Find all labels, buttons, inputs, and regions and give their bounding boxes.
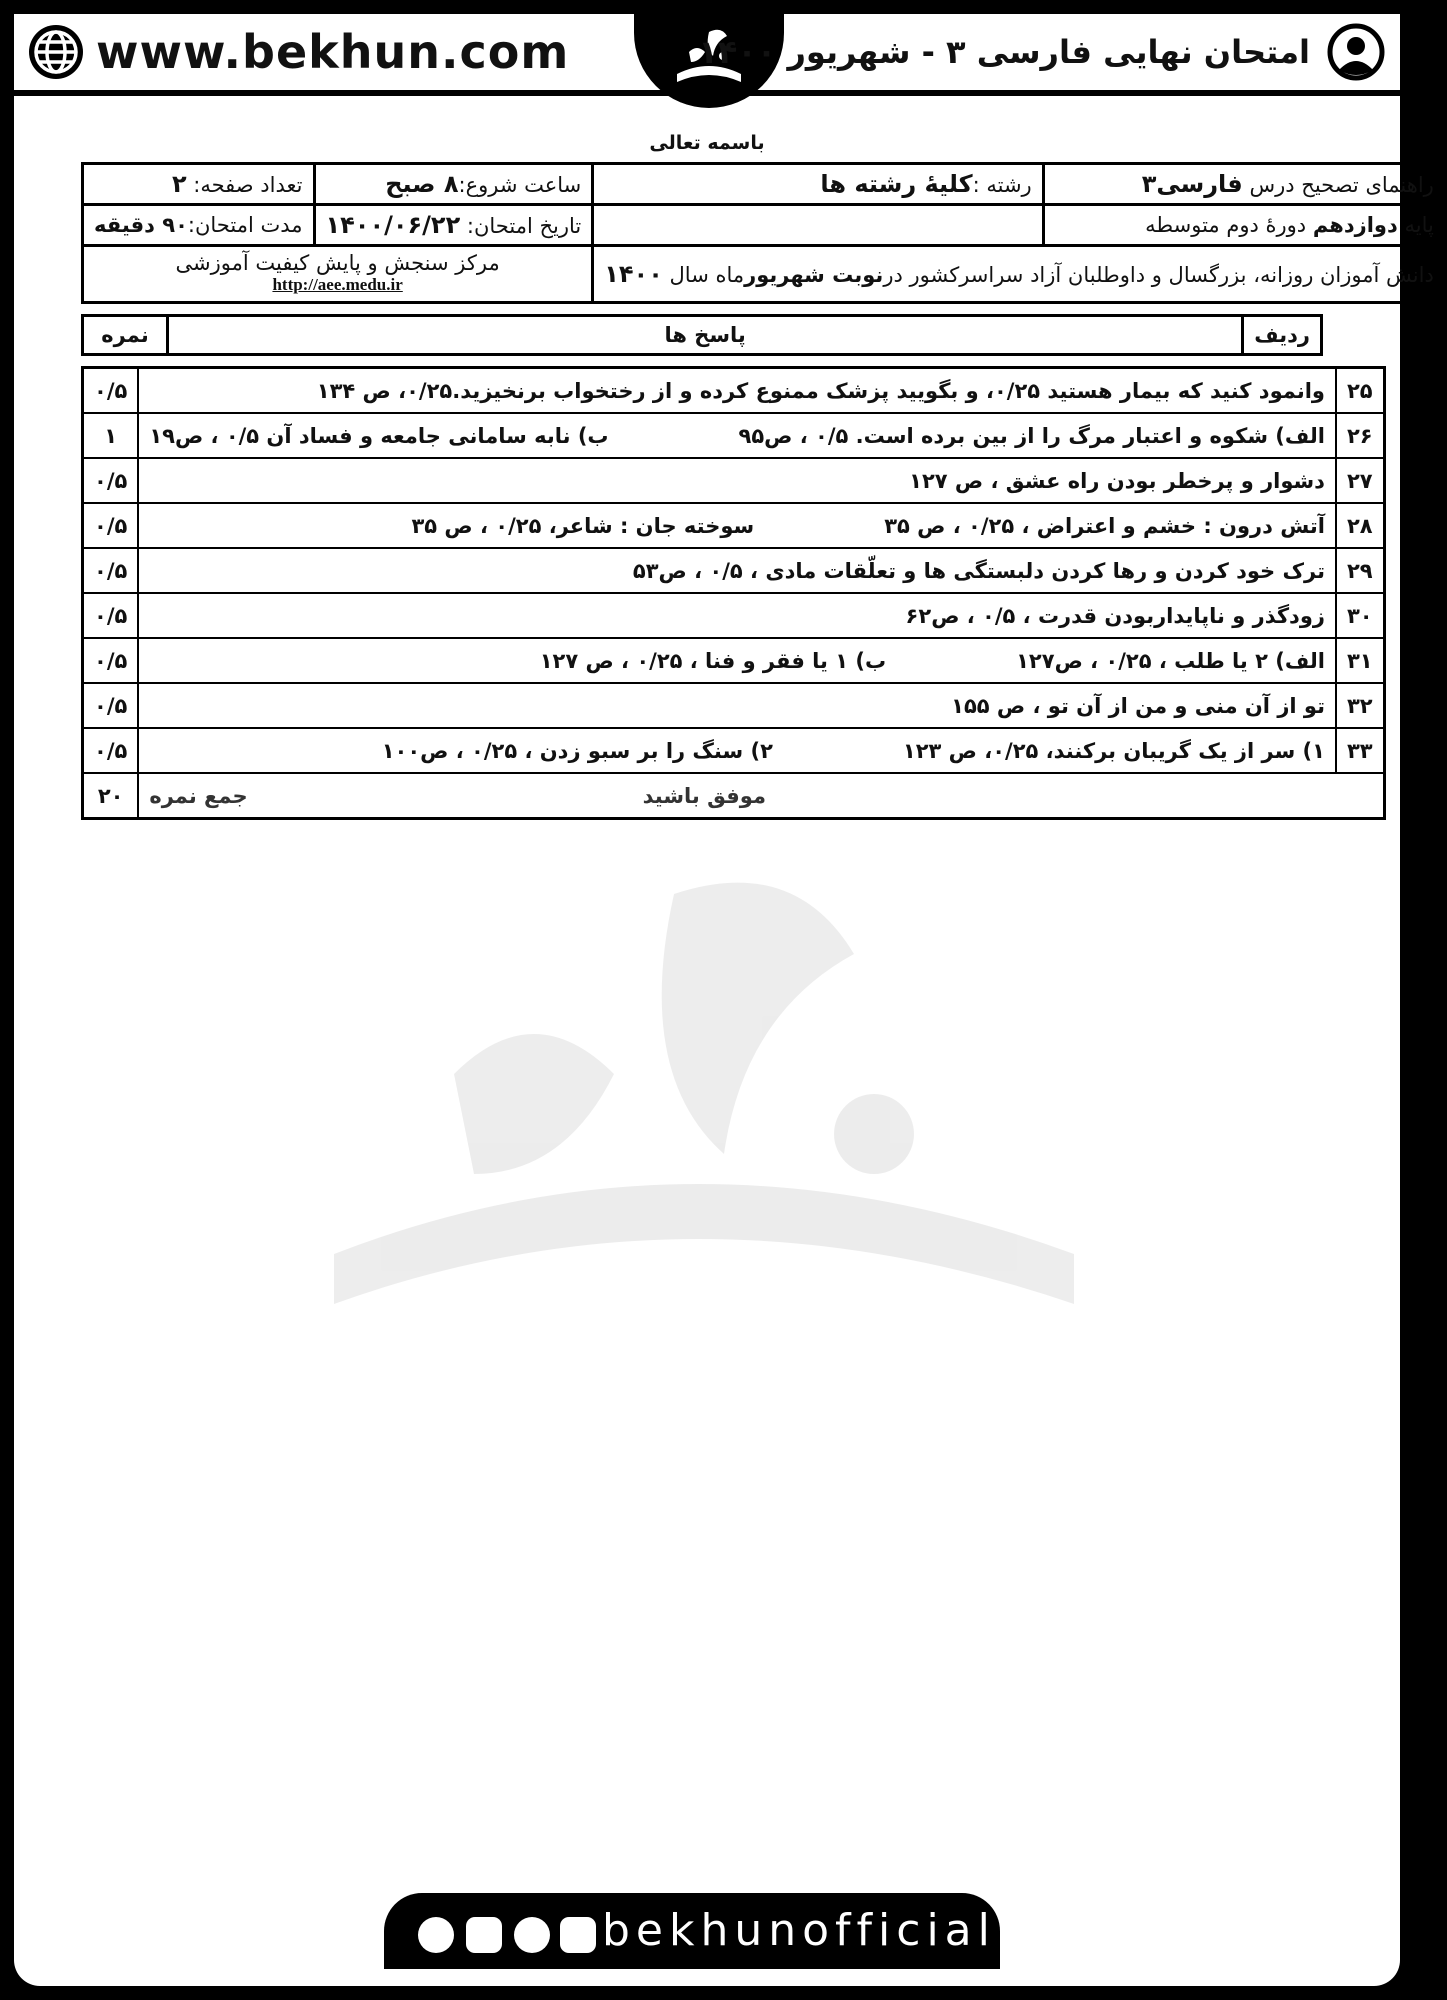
answer-number: ۲۷: [1336, 458, 1384, 503]
row-column-header: ردیف: [1243, 316, 1322, 355]
empty-cell: [593, 205, 1043, 246]
subject-cell: راهنمای تصحیح درس فارسی۳: [1043, 164, 1445, 205]
answer-score: ۰/۵: [83, 458, 139, 503]
answer-text: [138, 413, 1336, 458]
answer-number: ۳۳: [1336, 728, 1384, 773]
answer-part-b: ۲) سنگ را بر سبو زدن ، ۰/۲۵ ، ص۱۰۰: [381, 738, 773, 763]
answer-row: [83, 638, 1385, 683]
answer-number: ۲۶: [1336, 413, 1384, 458]
answers-column-header: پاسخ ها: [168, 316, 1243, 355]
answer-part-a: دشوار و پرخطر بودن راه عشق ، ص ۱۲۷: [909, 468, 1325, 493]
answer-score: ۰/۵: [83, 503, 139, 548]
answer-score: ۰/۵: [83, 593, 139, 638]
answer-text: [138, 368, 1336, 414]
answers-table: [81, 366, 1386, 820]
answer-part-a: وانمود کنید که بیمار هستید ۰/۲۵، و بگویید پزشک ممنوع کرده و از رختخواب برنخیزید.۰/۲۵، ص ۱۳۴: [316, 378, 1325, 403]
answer-row: [83, 503, 1385, 548]
answer-score: ۰/۵: [83, 548, 139, 593]
answer-text: [138, 683, 1336, 728]
exam-date-cell: تاریخ امتحان: ۱۴۰۰/۰۶/۲۲: [314, 205, 593, 246]
info-row-3: [83, 246, 1446, 303]
grade-cell: پایه دوازدهم دورهٔ دوم متوسطه: [1043, 205, 1445, 246]
total-score: ۲۰: [83, 773, 139, 819]
answer-part-a: تو از آن منی و من از آن تو ، ص ۱۵۵: [951, 693, 1325, 718]
answer-text: [138, 728, 1336, 773]
start-time-cell: ساعت شروع:۸ صبح: [314, 164, 593, 205]
watermark-logo-icon: [314, 874, 1094, 1434]
answer-row: [83, 593, 1385, 638]
answer-text: [138, 458, 1336, 503]
instagram-icon[interactable]: [560, 1917, 596, 1953]
info-row-2: [83, 205, 1446, 246]
score-column-header: نمره: [83, 316, 168, 355]
youtube-icon[interactable]: [466, 1917, 502, 1953]
answer-part-a: زودگذر و ناپایداربودن قدرت ، ۰/۵ ، ص۶۲: [905, 603, 1325, 628]
site-url-link[interactable]: www.bekhun.com: [96, 25, 570, 79]
answer-row: [83, 728, 1385, 773]
answer-part-a: ۱) سر از یک گریبان برکنند، ۰/۲۵، ص ۱۲۳: [902, 738, 1325, 763]
answer-row: [83, 683, 1385, 728]
answer-score: ۰/۵: [83, 683, 139, 728]
basmala-heading: باسمه تعالی: [649, 132, 765, 154]
exam-info-table: [81, 162, 1447, 304]
page: [14, 14, 1400, 1986]
center-name: مرکز سنجش و پایش کیفیت آموزشی: [175, 251, 500, 275]
total-row: [83, 773, 1385, 819]
answer-part-a: ترک خود کردن و رها کردن دلبستگی ها و تعلّقات مادی ، ۰/۵ ، ص۵۳: [632, 558, 1325, 583]
center-url-link[interactable]: http://aee.medu.ir: [272, 275, 403, 294]
user-avatar-icon[interactable]: [1326, 22, 1386, 82]
total-row-empty: [1336, 773, 1384, 819]
answer-text: [138, 593, 1336, 638]
answer-number: ۳۱: [1336, 638, 1384, 683]
answer-row: [83, 548, 1385, 593]
answer-part-b: سوخته جان : شاعر، ۰/۲۵ ، ص ۳۵: [411, 513, 755, 538]
social-footer: [384, 1893, 1000, 1969]
answer-score: ۱: [83, 413, 139, 458]
answer-part-b: ب) ۱ یا فقر و فنا ، ۰/۲۵ ، ص ۱۲۷: [539, 648, 887, 673]
answer-score: ۰/۵: [83, 638, 139, 683]
answers-header-table: [81, 314, 1323, 356]
center-cell: [83, 246, 593, 303]
globe-icon[interactable]: [26, 22, 86, 82]
answer-part-a: آتش درون : خشم و اعتراض ، ۰/۲۵ ، ص ۳۵: [884, 513, 1325, 538]
good-luck-text: موفق باشید: [642, 783, 766, 808]
duration-cell: مدت امتحان:۹۰ دقیقه: [83, 205, 315, 246]
telegram-icon[interactable]: [514, 1917, 550, 1953]
answer-text: [138, 503, 1336, 548]
answer-text: [138, 638, 1336, 683]
answer-row: [83, 368, 1385, 414]
answer-score: ۰/۵: [83, 368, 139, 414]
answer-part-b: ب) نابه سامانی جامعه و فساد آن ۰/۵ ، ص۱۹: [149, 423, 609, 448]
total-label: جمع نمره: [149, 783, 248, 808]
answer-text: [138, 548, 1336, 593]
answer-number: ۲۹: [1336, 548, 1384, 593]
students-cell: دانش آموزان روزانه، بزرگسال و داوطلبان آزاد سراسرکشور درنوبت شهریورماه سال ۱۴۰۰: [593, 246, 1446, 303]
info-row-1: [83, 164, 1446, 205]
answer-number: ۳۲: [1336, 683, 1384, 728]
header-bar: [14, 14, 1400, 96]
field-cell: رشته :کلیهٔ رشته ها: [593, 164, 1043, 205]
answer-number: ۳۰: [1336, 593, 1384, 638]
answer-row: [83, 413, 1385, 458]
exam-title: امتحان نهایی فارسی ۳ - شهریور ۱۴۰۰: [698, 33, 1310, 71]
social-handle[interactable]: bekhunofficial: [602, 1905, 996, 1956]
page-count-cell: تعداد صفحه: ۲: [83, 164, 315, 205]
total-row-text: [138, 773, 1336, 819]
answer-number: ۲۵: [1336, 368, 1384, 414]
answer-number: ۲۸: [1336, 503, 1384, 548]
answer-part-a: الف) ۲ یا طلب ، ۰/۲۵ ، ص۱۲۷: [1016, 648, 1325, 673]
aparat-icon[interactable]: [418, 1917, 454, 1953]
answer-row: [83, 458, 1385, 503]
answer-part-a: الف) شکوه و اعتبار مرگ را از بین برده است. ۰/۵ ، ص۹۵: [738, 423, 1325, 448]
answer-score: ۰/۵: [83, 728, 139, 773]
